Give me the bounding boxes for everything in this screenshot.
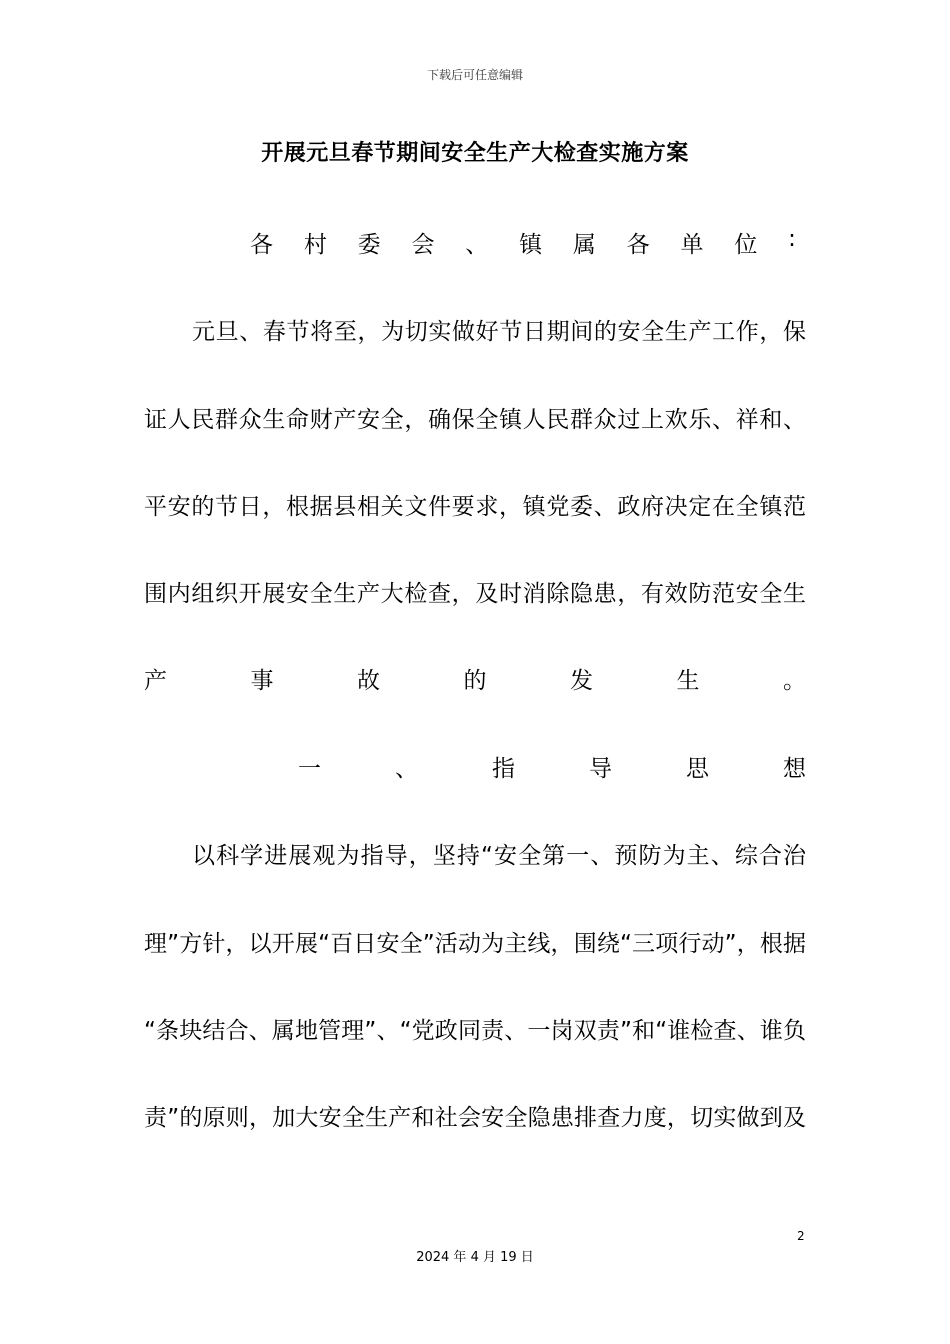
paragraph-line <box>144 488 806 521</box>
paragraph-text: 以科学进展观为指导，坚持“安全第一、预防为主、综合治 <box>192 843 808 869</box>
paragraph-line <box>144 1099 806 1132</box>
paragraph-line <box>144 575 806 608</box>
heading-char: 导 <box>589 756 612 782</box>
heading-char: 思 <box>686 756 709 782</box>
paragraph-char: 的 <box>463 668 487 694</box>
paragraph-char: 故 <box>357 668 380 694</box>
paragraph-line <box>144 401 806 434</box>
salutation-char: 、 <box>465 232 489 258</box>
paragraph-char: 事 <box>250 668 274 694</box>
paragraph-text: “条块结合、属地管理”、“党政同责、一岗双责”和“谁检查、谁负 <box>144 1018 807 1044</box>
paragraph-text: 元旦、春节将至，为切实做好节日期间的安全生产工作，保 <box>192 319 807 345</box>
salutation-char: 各 <box>250 232 273 258</box>
salutation-char: 会 <box>411 232 435 258</box>
salutation-char: 属 <box>572 232 596 258</box>
paragraph-char: 生 <box>676 668 700 694</box>
heading-char: 想 <box>783 756 806 782</box>
salutation-char: : <box>788 226 796 252</box>
paragraph-line <box>144 925 806 958</box>
heading-char: 指 <box>492 756 515 782</box>
paragraph-text: 责”的原则，加大安全生产和社会安全隐患排查力度，切实做到及 <box>144 1105 807 1131</box>
heading-char: 一 <box>298 756 321 782</box>
salutation-char: 单 <box>680 232 704 258</box>
paragraph-line <box>144 313 806 346</box>
paragraph-last-line <box>144 662 806 695</box>
salutation-char: 位 <box>734 232 758 258</box>
section-heading <box>298 750 806 783</box>
paragraph-text: 证人民群众生命财产安全，确保全镇人民群众过上欢乐、祥和、 <box>144 407 807 433</box>
heading-char: 、 <box>395 756 418 782</box>
paragraph-text: 平安的节日，根据县相关文件要求，镇党委、政府决定在全镇范 <box>144 494 807 520</box>
paragraph-char: 产 <box>144 668 167 694</box>
salutation-char: 镇 <box>519 232 543 258</box>
salutation-char: 各 <box>626 232 650 258</box>
paragraph-char: 发 <box>570 668 593 694</box>
page-number: 2 <box>797 1229 805 1243</box>
document-title: 开展元旦春节期间安全生产大检查实施方案 <box>261 141 689 166</box>
footer-date: 2024 年 4 月 19 日 <box>416 1250 534 1265</box>
salutation-char: 委 <box>357 232 381 258</box>
salutation <box>250 226 796 259</box>
salutation-char: 村 <box>303 232 327 258</box>
paragraph-line <box>144 1012 806 1045</box>
paragraph-text: 理”方针，以开展“百日安全”活动为主线，围绕“三项行动”，根据 <box>144 931 807 957</box>
paragraph-char: 。 <box>783 668 806 694</box>
paragraph-text: 围内组织开展安全生产大检查，及时消除隐患，有效防范安全生 <box>144 581 807 607</box>
page-header: 下载后可任意编辑 <box>426 68 523 82</box>
paragraph-line <box>144 837 806 870</box>
